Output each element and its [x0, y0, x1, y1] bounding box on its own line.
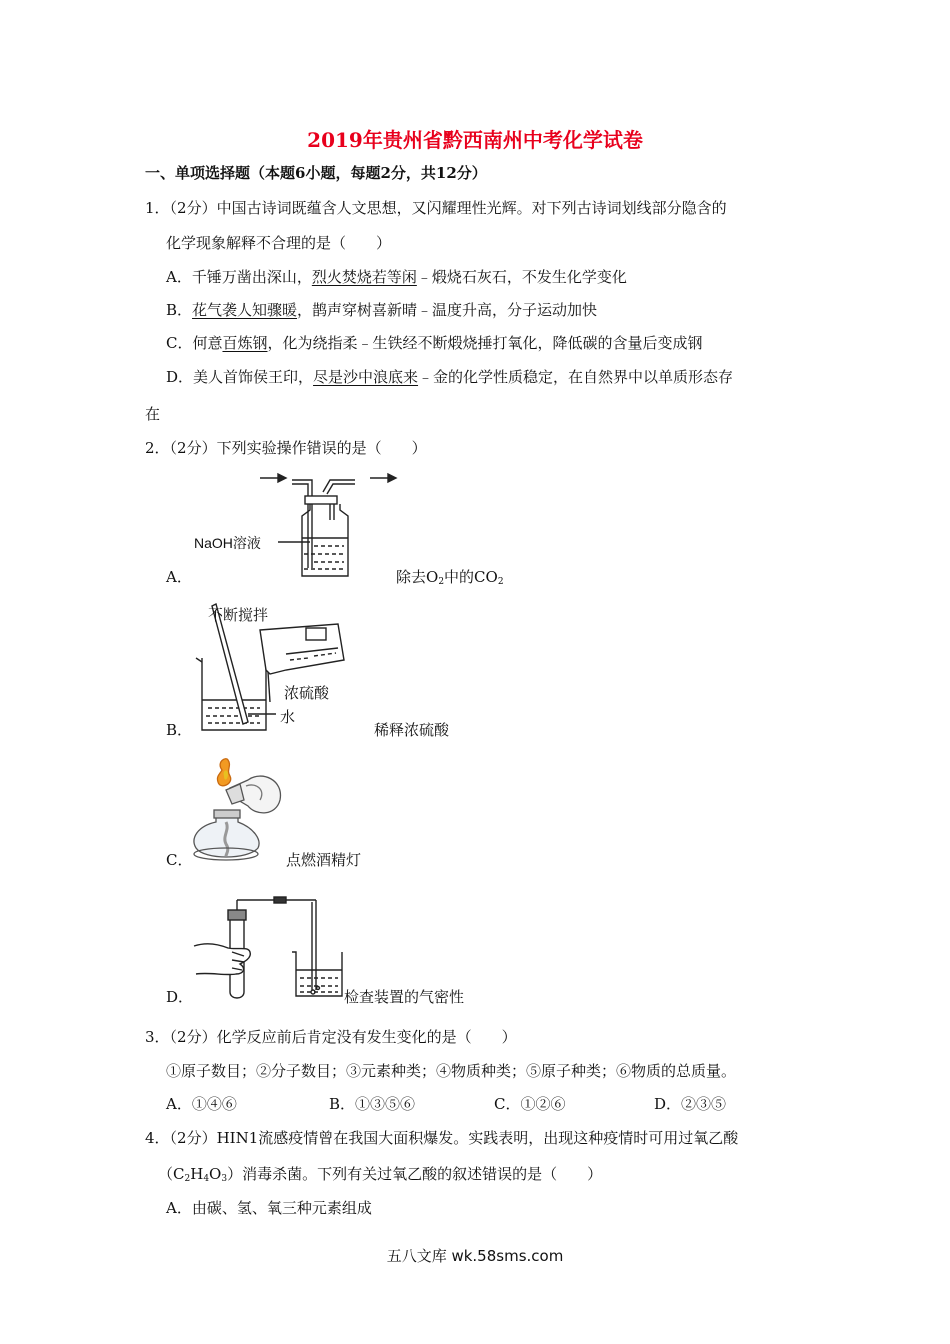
figure-b-water-label: 水: [280, 709, 296, 726]
figure-a-naoh-label: NaOH溶液: [194, 535, 261, 551]
q1-stem-line1: 1．（2分）中国古诗词既蕴含人文思想，又闪耀理性光辉。对下列古诗词划线部分隐含的: [145, 199, 727, 217]
q3-option-a: A．①④⑥: [166, 1095, 237, 1113]
q4-stem-line2: $(C_2H_4O_3)$消毒杀菌。下列有关过氧乙酸的叙述错误的是（ ）: [158, 1165, 603, 1184]
figure-gas-washing-bottle: [190, 468, 390, 583]
q2-option-a-letter: A．: [166, 568, 192, 586]
q3-option-d: D．②③⑤: [654, 1095, 727, 1113]
q3-option-c: C．①②⑥: [494, 1095, 566, 1113]
q3-items: ①原子数目；②分子数目；③元素种类；④物质种类；⑤原子种类；⑥物质的总质量。: [166, 1062, 737, 1080]
figure-airtightness-check: [192, 892, 352, 1004]
figure-dilute-acid: [188, 602, 358, 737]
page-title: 2019年贵州省黔西南州中考化学试卷: [307, 128, 643, 152]
section-heading: 一、单项选择题（本题6小题，每题2分，共12分）: [145, 164, 487, 182]
q3-stem: 3．（2分）化学反应前后肯定没有发生变化的是（ ）: [145, 1028, 517, 1046]
q3-option-b: B．①③⑤⑥: [329, 1095, 416, 1113]
figure-alcohol-lamp: [186, 756, 286, 866]
q4-stem-line1: 4．（2分）HIN1流感疫情曾在我国大面积爆发。实践表明，出现这种疫情时可用过氧乙酸: [145, 1129, 739, 1147]
q2-option-a-caption: 除去$O_2$中的$CO_2$: [396, 568, 504, 587]
q1-option-d: D．美人首饰侯王印，尽是沙中浪底来﹣金的化学性质稳定，在自然界中以单质形态存: [166, 368, 734, 386]
q1-option-a: A．千锤万凿出深山，烈火焚烧若等闲﹣煅烧石灰石，不发生化学变化: [166, 268, 627, 286]
q2-option-c-letter: C．: [166, 851, 193, 869]
figure-b-stir-label: 不断搅拌: [208, 607, 269, 624]
q2-option-d-letter: D．: [166, 988, 194, 1006]
q1-option-b: B．花气袭人知骤暖，鹊声穿树喜新晴﹣温度升高，分子运动加快: [166, 301, 598, 319]
q2-option-b-caption: 稀释浓硫酸: [374, 721, 450, 739]
q2-stem: 2．（2分）下列实验操作错误的是（ ）: [145, 439, 427, 457]
q4-option-a: A．由碳、氢、氧三种元素组成: [166, 1199, 372, 1217]
q1-option-d-wrap: 在: [145, 405, 161, 423]
q1-option-c: C．何意百炼钢，化为绕指柔﹣生铁经不断煅烧捶打氧化，降低碳的含量后变成钢: [166, 334, 703, 352]
q2-option-c-caption: 点燃酒精灯: [286, 851, 362, 869]
q2-option-b-letter: B．: [166, 721, 193, 739]
footer-watermark: 五八文库 wk.58sms.com: [386, 1247, 564, 1265]
q1-stem-line2: 化学现象解释不合理的是（ ）: [166, 234, 392, 252]
figure-b-acid-label: 浓硫酸: [284, 685, 330, 702]
q2-option-d-caption: 检查装置的气密性: [344, 988, 465, 1006]
